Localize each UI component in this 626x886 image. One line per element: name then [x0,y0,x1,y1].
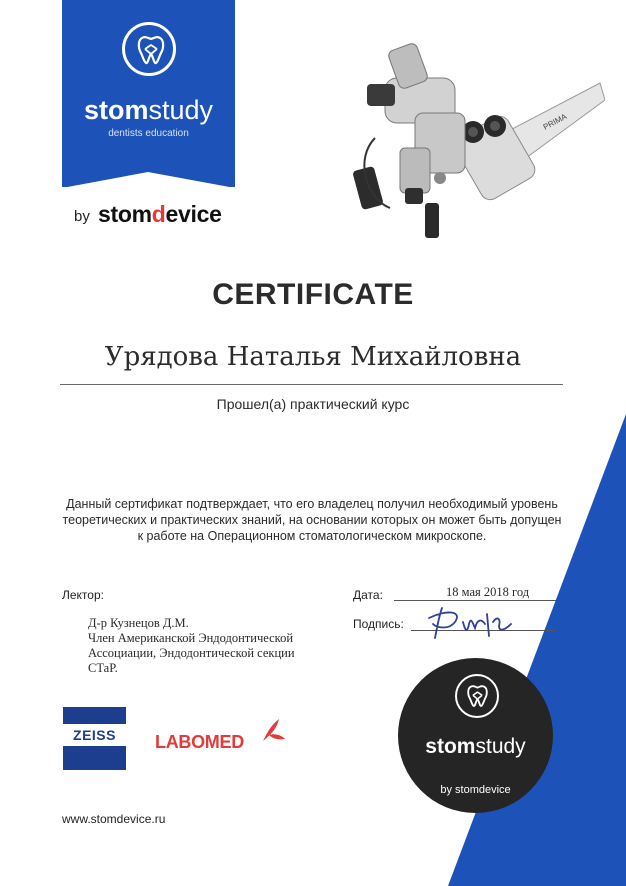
date-label: Дата: [353,588,383,602]
signature-label: Подпись: [353,617,404,631]
lecturer-line: Ассоциации, Эндодонтической секции [88,646,295,660]
certificate-title: CERTIFICATE [212,278,414,311]
microscope-image [345,38,605,243]
body-line: Данный сертификат подтверждает, что его владелец получил необходимый уровень [66,497,558,511]
tooth-icon [136,34,166,66]
brand-tagline: dentists education [108,128,189,139]
course-subtitle: Прошел(а) практический курс [216,396,410,412]
zeiss-logo-text: ZEISS [63,724,126,746]
microscope-label: PRIMA [541,111,569,132]
handwritten-signature [415,602,520,642]
name-underline [60,384,563,385]
certificate-body [60,496,564,544]
body-line: теоретических и практических знаний, на основании которых он может быть допущен [62,513,562,527]
date-line [394,600,556,601]
lecturer-line: Член Американской Эндодонтической [88,631,294,645]
website-url[interactable]: www.stomdevice.ru [62,812,166,826]
decorative-blue-triangle [448,414,626,886]
recipient-name: Урядова Наталья Михайловна [104,342,522,372]
lecturer-line: СТаР. [88,661,118,675]
banner-notch [62,172,235,188]
lecturer-label: Лектор: [62,588,104,602]
lecturer-line: Д-р Кузнецов Д.М. [88,616,189,630]
lecturer-details [88,616,348,676]
body-line: к работе на Операционном стоматологическом микроскопе. [137,529,487,543]
brand-logo-text: stomstudy [83,95,214,125]
labomed-leaf-icon [259,715,287,745]
date-value: 18 мая 2018 год [446,585,530,599]
stomdevice-logo: stomdevice [98,201,222,227]
seal-by-text: by stomdevice [440,784,511,796]
by-label: by [74,208,90,225]
seal-brand-text: stomstudy [425,735,526,758]
seal-tooth-icon [466,683,489,709]
labomed-logo-text: LABOMED [155,732,244,752]
